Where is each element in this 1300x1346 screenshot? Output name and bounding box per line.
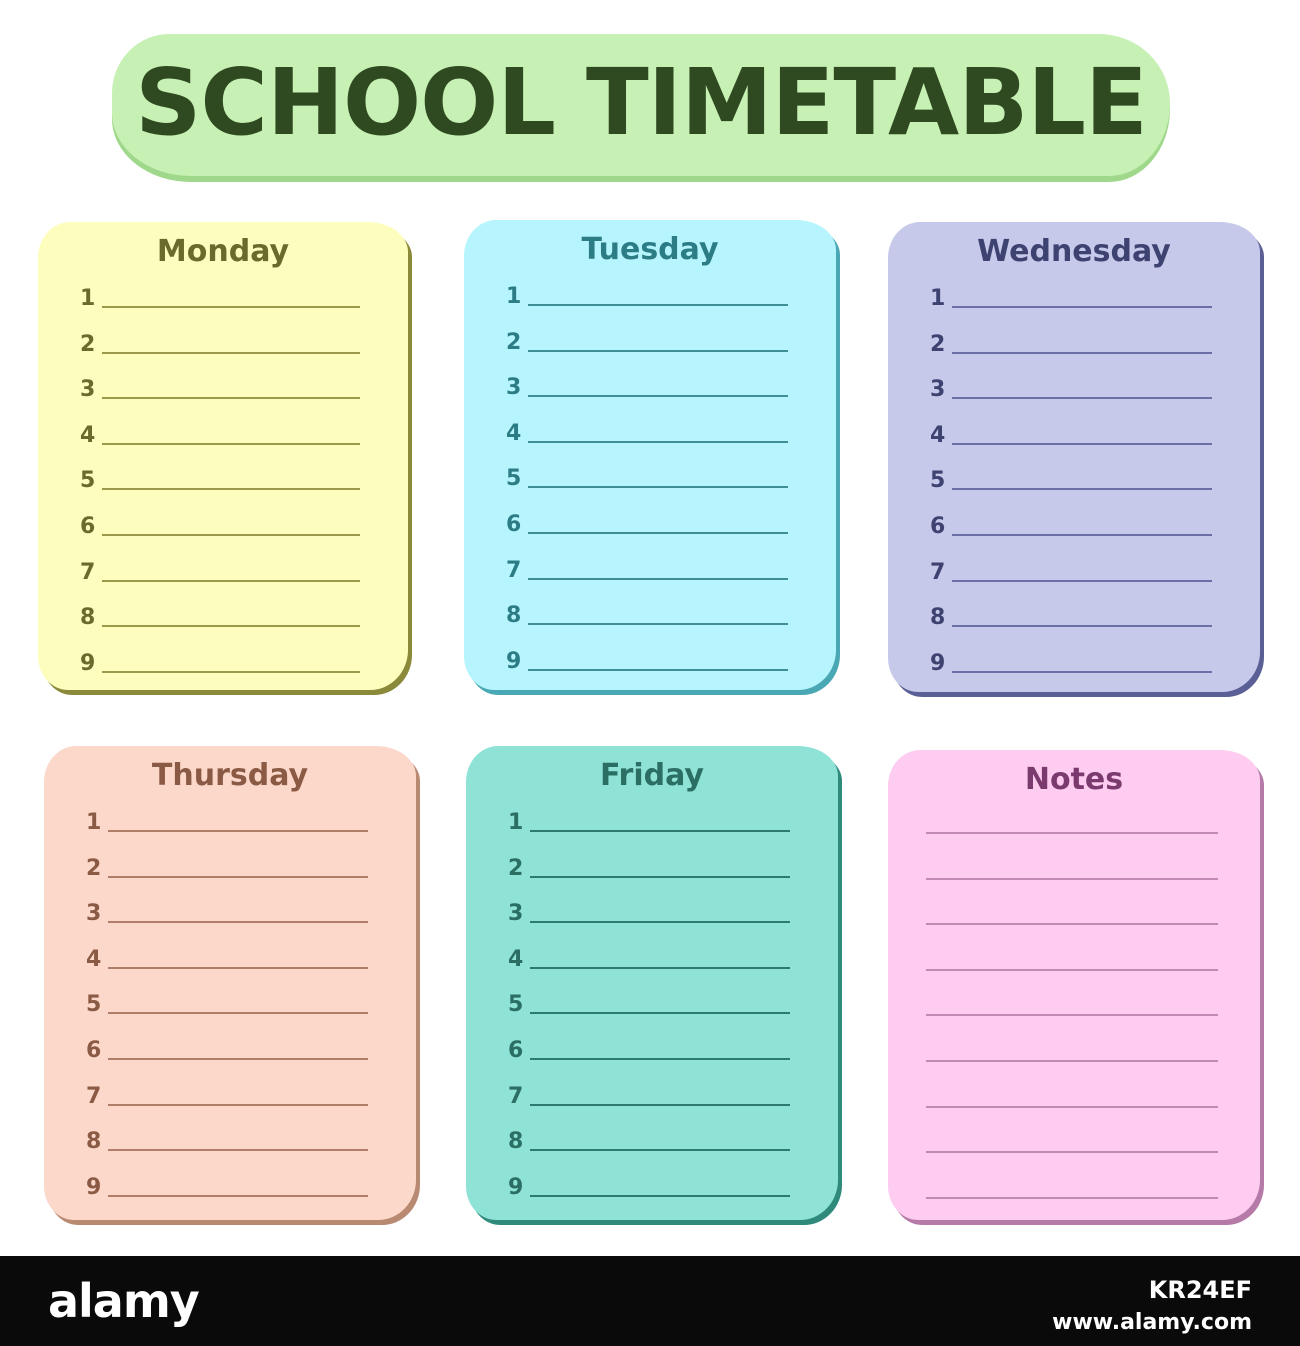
write-line	[108, 1149, 368, 1151]
write-line	[108, 967, 368, 969]
card-monday	[38, 222, 408, 690]
period-number: 2	[80, 331, 96, 357]
period-number: 4	[80, 422, 96, 448]
image-code: KR24EF	[1148, 1276, 1252, 1304]
period-number: 9	[508, 1174, 524, 1200]
period-number: 6	[80, 514, 96, 539]
note-line[interactable]	[926, 832, 1218, 834]
write-line	[108, 830, 368, 832]
period-row[interactable]	[80, 375, 360, 401]
period-number: 3	[930, 377, 946, 403]
period-row[interactable]	[506, 464, 788, 490]
period-row[interactable]	[506, 419, 788, 445]
period-row[interactable]	[506, 647, 788, 673]
card-wednesday	[888, 222, 1260, 692]
note-line[interactable]	[926, 1014, 1218, 1016]
note-line[interactable]	[926, 969, 1218, 971]
period-number: 4	[506, 420, 522, 446]
note-line[interactable]	[926, 878, 1218, 880]
note-line[interactable]	[926, 1197, 1218, 1199]
footer-url: www.alamy.com	[1052, 1310, 1252, 1335]
period-number: 7	[86, 1083, 102, 1109]
write-line	[530, 830, 790, 832]
period-row[interactable]	[86, 1082, 368, 1108]
period-row[interactable]	[930, 466, 1212, 492]
period-row[interactable]	[86, 854, 368, 880]
write-line	[102, 488, 360, 490]
period-number: 4	[508, 946, 524, 972]
period-number: 8	[80, 605, 96, 631]
period-row[interactable]	[930, 558, 1212, 584]
period-row[interactable]	[508, 1036, 790, 1062]
write-line	[952, 488, 1212, 490]
card-notes	[888, 750, 1260, 1220]
period-row[interactable]	[508, 899, 790, 925]
period-number: 7	[508, 1083, 524, 1109]
write-line	[108, 1058, 368, 1060]
write-line	[530, 1058, 790, 1060]
period-row[interactable]	[508, 990, 790, 1016]
period-number: 1	[506, 284, 522, 309]
write-line	[528, 486, 788, 488]
period-number: 2	[508, 855, 524, 881]
period-row[interactable]	[80, 330, 360, 356]
write-line	[530, 1012, 790, 1014]
note-line[interactable]	[926, 1106, 1218, 1108]
period-row[interactable]	[508, 945, 790, 971]
write-line	[528, 350, 788, 352]
period-number: 7	[930, 559, 946, 585]
period-row[interactable]	[86, 945, 368, 971]
period-row[interactable]	[80, 558, 360, 584]
title-banner	[112, 34, 1170, 176]
period-row[interactable]	[508, 1173, 790, 1199]
write-line	[952, 671, 1212, 673]
note-line[interactable]	[926, 923, 1218, 925]
period-number: 8	[86, 1129, 102, 1155]
period-row[interactable]	[508, 808, 790, 834]
page-title: SCHOOL TIMETABLE	[135, 48, 1147, 156]
write-line	[952, 397, 1212, 399]
period-row[interactable]	[506, 328, 788, 354]
period-row[interactable]	[80, 649, 360, 675]
period-number: 5	[930, 468, 946, 494]
period-row[interactable]	[930, 375, 1212, 401]
period-row[interactable]	[930, 421, 1212, 447]
period-row[interactable]	[930, 603, 1212, 629]
write-line	[528, 441, 788, 443]
period-number: 8	[506, 603, 522, 629]
period-row[interactable]	[86, 990, 368, 1016]
write-line	[952, 580, 1212, 582]
period-number: 6	[86, 1038, 102, 1063]
period-number: 2	[930, 331, 946, 357]
period-row[interactable]	[506, 510, 788, 536]
write-line	[108, 1104, 368, 1106]
period-number: 9	[86, 1174, 102, 1200]
write-line	[102, 580, 360, 582]
period-number: 1	[930, 286, 946, 311]
write-line	[102, 625, 360, 627]
period-number: 9	[930, 650, 946, 676]
period-row[interactable]	[930, 649, 1212, 675]
write-line	[530, 1104, 790, 1106]
period-row[interactable]	[930, 284, 1212, 310]
period-row[interactable]	[80, 466, 360, 492]
period-number: 9	[80, 650, 96, 676]
period-row[interactable]	[506, 601, 788, 627]
period-number: 2	[86, 855, 102, 881]
card-tuesday	[464, 220, 836, 690]
period-number: 5	[80, 468, 96, 494]
period-row[interactable]	[508, 1127, 790, 1153]
period-number: 8	[508, 1129, 524, 1155]
write-line	[528, 669, 788, 671]
write-line	[108, 1012, 368, 1014]
period-number: 1	[508, 810, 524, 835]
card-title: Monday	[156, 234, 290, 269]
write-line	[952, 534, 1212, 536]
period-row[interactable]	[80, 421, 360, 447]
card-thursday	[44, 746, 416, 1220]
write-line	[102, 306, 360, 308]
write-line	[952, 443, 1212, 445]
card-title: Thursday	[151, 758, 309, 793]
write-line	[102, 443, 360, 445]
period-number: 3	[508, 901, 524, 927]
period-number: 7	[80, 559, 96, 585]
write-line	[102, 671, 360, 673]
period-number: 3	[80, 377, 96, 403]
card-title: Notes	[1024, 762, 1124, 797]
card-friday	[466, 746, 838, 1220]
write-line	[528, 395, 788, 397]
write-line	[108, 876, 368, 878]
period-row[interactable]	[80, 284, 360, 310]
period-row[interactable]	[86, 1127, 368, 1153]
write-line	[530, 921, 790, 923]
period-number: 5	[508, 992, 524, 1018]
write-line	[108, 921, 368, 923]
period-row[interactable]	[86, 1173, 368, 1199]
period-number: 5	[506, 466, 522, 492]
period-row[interactable]	[80, 603, 360, 629]
period-row[interactable]	[506, 556, 788, 582]
period-row[interactable]	[930, 512, 1212, 538]
note-line[interactable]	[926, 1151, 1218, 1153]
footer-meta	[1052, 1276, 1252, 1335]
card-title: Friday	[599, 758, 704, 793]
period-number: 6	[506, 512, 522, 537]
footer-bar	[0, 1256, 1300, 1346]
period-number: 3	[506, 375, 522, 401]
card-title: Tuesday	[581, 232, 719, 267]
write-line	[528, 578, 788, 580]
write-line	[528, 623, 788, 625]
write-line	[528, 532, 788, 534]
period-row[interactable]	[508, 854, 790, 880]
write-line	[952, 306, 1212, 308]
period-number: 6	[930, 514, 946, 539]
period-number: 8	[930, 605, 946, 631]
note-line[interactable]	[926, 1060, 1218, 1062]
write-line	[102, 352, 360, 354]
write-line	[528, 304, 788, 306]
write-line	[530, 967, 790, 969]
period-number: 4	[86, 946, 102, 972]
period-number: 3	[86, 901, 102, 927]
write-line	[530, 1195, 790, 1197]
write-line	[530, 876, 790, 878]
period-number: 5	[86, 992, 102, 1018]
write-line	[102, 534, 360, 536]
period-number: 9	[506, 648, 522, 674]
write-line	[530, 1149, 790, 1151]
period-row[interactable]	[80, 512, 360, 538]
period-row[interactable]	[930, 330, 1212, 356]
period-row[interactable]	[86, 899, 368, 925]
period-number: 7	[506, 557, 522, 583]
period-row[interactable]	[86, 808, 368, 834]
period-number: 1	[80, 286, 96, 311]
period-number: 2	[506, 329, 522, 355]
alamy-logo: alamy	[48, 1274, 199, 1328]
period-row[interactable]	[86, 1036, 368, 1062]
write-line	[952, 352, 1212, 354]
period-number: 6	[508, 1038, 524, 1063]
write-line	[108, 1195, 368, 1197]
write-line	[102, 397, 360, 399]
period-row[interactable]	[506, 282, 788, 308]
card-title: Wednesday	[977, 234, 1171, 269]
period-row[interactable]	[508, 1082, 790, 1108]
period-number: 4	[930, 422, 946, 448]
period-row[interactable]	[506, 373, 788, 399]
write-line	[952, 625, 1212, 627]
period-number: 1	[86, 810, 102, 835]
